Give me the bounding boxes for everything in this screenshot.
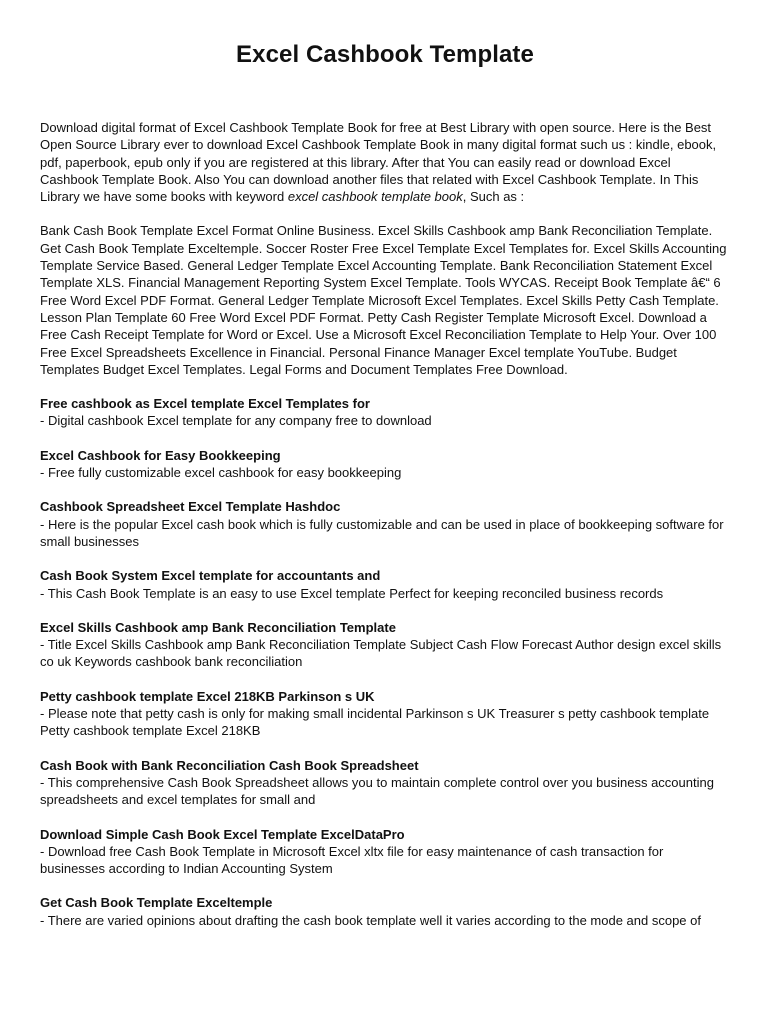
- intro-text-before: Download digital format of Excel Cashbook Template Book for free at Best Library with open source. Here is the Best Open Source Library ever to download Excel Cashbook Template Book in many digital format such us : kindle, ebook, pdf, paperbook, epub only if you are registered at this library. After that You can easily read or download Excel Cashbook Template Book. Also You can download another files that related with Excel Cashbook Template. In This Library we have some books with keyword: [40, 120, 717, 205]
- entry-description: - Title Excel Skills Cashbook amp Bank Reconciliation Template Subject Cash Flow Forecast Author design excel skills co uk Keywords cashbook bank reconciliation: [40, 637, 722, 670]
- entry-title: Get Cash Book Template Exceltemple: [40, 895, 273, 911]
- entry-description: - This comprehensive Cash Book Spreadsheet allows you to maintain complete control over you business accounting spreadsheets and excel templates for small and: [40, 774, 714, 808]
- entry-title: Cashbook Spreadsheet Excel Template Hashdoc: [40, 499, 341, 515]
- list-item: [40, 395, 730, 430]
- entry-title: Excel Cashbook for Easy Bookkeeping: [40, 447, 281, 463]
- entry-description: - Please note that petty cash is only for making small incidental Parkinson s UK Treasurer s petty cashbook template Petty cashbook template Excel 218KB: [40, 706, 710, 739]
- entry-description: - This Cash Book Template is an easy to use Excel template Perfect for keeping reconciled business records: [40, 585, 664, 601]
- intro-paragraph: [40, 119, 730, 205]
- intro-text-after: , Such as :: [462, 189, 525, 205]
- list-item: [40, 894, 730, 929]
- entry-description: - Free fully customizable excel cashbook for easy bookkeeping: [40, 465, 402, 481]
- entry-description: - There are varied opinions about drafting the cash book template well it varies according to the mode and scope of: [40, 912, 701, 928]
- entry-title: Cash Book System Excel template for accountants and: [40, 568, 381, 584]
- list-item: [40, 498, 730, 550]
- page-title: Excel Cashbook Template: [236, 41, 534, 68]
- entry-description: - Here is the popular Excel cash book which is fully customizable and can be used in place of bookkeeping software for small businesses: [40, 516, 724, 549]
- list-item: [40, 447, 730, 482]
- entry-title: Excel Skills Cashbook amp Bank Reconciliation Template: [40, 619, 396, 635]
- entry-description: - Digital cashbook Excel template for any company free to download: [40, 413, 432, 429]
- entry-title: Cash Book with Bank Reconciliation Cash Book Spreadsheet: [40, 757, 419, 773]
- entry-title: Petty cashbook template Excel 218KB Parkinson s UK: [40, 688, 375, 704]
- list-item: [40, 826, 730, 878]
- list-item: [40, 619, 730, 671]
- list-item: [40, 567, 730, 602]
- entry-title: Download Simple Cash Book Excel Template ExcelDataPro: [40, 826, 405, 842]
- entry-title: Free cashbook as Excel template Excel Templates for: [40, 396, 370, 412]
- list-item: [40, 688, 730, 740]
- entry-description: - Download free Cash Book Template in Microsoft Excel xltx file for easy maintenance of cash transaction for businesses according to Indian Accounting System: [40, 843, 664, 877]
- intro-keyword: excel cashbook template book: [287, 189, 463, 205]
- related-titles-paragraph: Bank Cash Book Template Excel Format Online Business. Excel Skills Cashbook amp Bank Reconciliation Template. Get Cash Book Template Exceltemple. Soccer Roster Free Excel Template Excel Templates for. Excel Skills Accounting Template Service Based. General Ledger Template Excel Accounting Template. Bank Reconciliation Statement Excel Template XLS. Financial Management Reporting System Excel Template. Tools WYCAS. Receipt Book Template â€“ 6 Free Word Excel PDF Format. General Ledger Template Microsoft Excel Templates. Excel Skills Petty Cash Template. Lesson Plan Template 60 Free Word Excel PDF Format. Petty Cash Register Template Microsoft Excel. Download a Free Cash Receipt Template for Word or Excel. Use a Microsoft Excel Reconciliation Template to Help Your. Over 100 Free Excel Spreadsheets Excellence in Financial. Personal Finance Manager Excel template YouTube. Budget Templates Budget Excel Templates. Legal Forms and Document Templates Free Download.: [40, 223, 727, 377]
- list-item: [40, 757, 730, 809]
- entry-list: [40, 395, 730, 929]
